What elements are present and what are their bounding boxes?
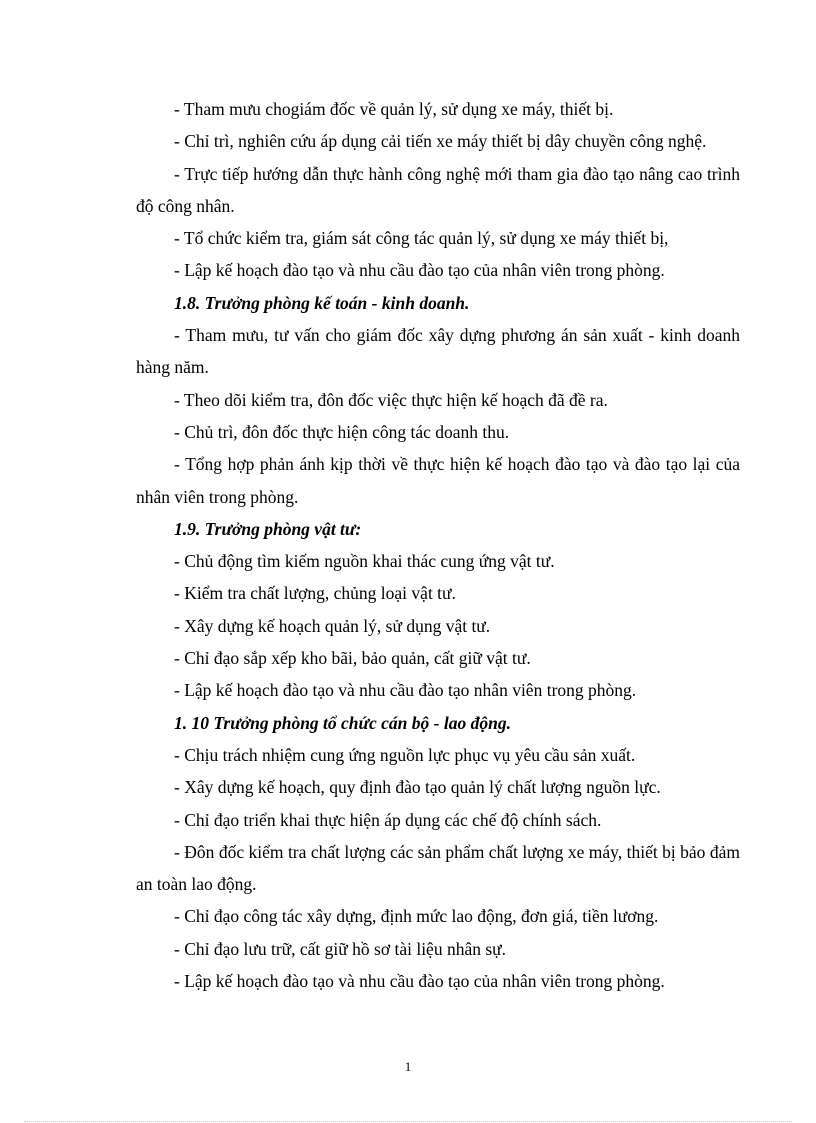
paragraph: - Xây dựng kế hoạch quản lý, sử dụng vật tư. [174,615,491,636]
paragraph: - Tham mưu, tư vấn cho giám đốc xây dựng phương án sản xuất - kinh doanh hàng năm. [136,325,740,378]
paragraph: - Lập kế hoạch đào tạo và nhu cầu đào tạo của nhân viên trong phòng. [174,260,665,281]
paragraph: - Tổ chức kiểm tra, giám sát công tác quản lý, sử dụng xe máy thiết bị, [174,228,669,249]
paragraph: - Chủ trì, đôn đốc thực hiện công tác doanh thu. [174,421,510,442]
paragraph: - Chủ động tìm kiếm nguồn khai thác cung ứng vật tư. [174,551,555,572]
section-heading: 1.9. Trưởng phòng vật tư: [174,518,362,539]
paragraph: - Theo dõi kiểm tra, đôn đốc việc thực hiện kế hoạch đã đề ra. [174,389,608,410]
paragraph: - Chỉ đạo sắp xếp kho bãi, bảo quản, cất giữ vật tư. [174,648,531,669]
paragraph: - Chỉ đạo công tác xây dựng, định mức lao động, đơn giá, tiền lương. [174,906,659,927]
paragraph: - Lập kế hoạch đào tạo và nhu cầu đào tạo của nhân viên trong phòng. [174,971,665,992]
section-heading: 1.8. Trưởng phòng kế toán - kinh doanh. [174,292,470,313]
paragraph: - Xây dựng kế hoạch, quy định đào tạo quản lý chất lượng nguồn lực. [174,777,661,798]
page-bottom-divider [24,1121,792,1122]
page-number: 1 [404,1059,412,1074]
paragraph: - Chỉ đạo lưu trữ, cất giữ hồ sơ tài liệu nhân sự. [174,938,507,959]
paragraph: - Chỉ trì, nghiên cứu áp dụng cải tiến xe máy thiết bị dây chuyền công nghệ. [174,131,707,152]
paragraph: - Kiểm tra chất lượng, chủng loại vật tư. [174,583,456,604]
paragraph: - Chịu trách nhiệm cung ứng nguồn lực phục vụ yêu cầu sản xuất. [174,744,636,765]
paragraph: - Chỉ đạo triển khai thực hiện áp dụng các chế độ chính sách. [174,809,602,830]
paragraph: - Đôn đốc kiểm tra chất lượng các sản phẩm chất lượng xe máy, thiết bị bảo đảm an toàn lao động. [136,841,740,895]
paragraph: - Tham mưu chogiám đốc về quản lý, sử dụng xe máy, thiết bị. [174,99,614,119]
paragraph: - Lập kế hoạch đào tạo và nhu cầu đào tạo nhân viên trong phòng. [174,680,637,701]
paragraph: - Trực tiếp hướng dẫn thực hành công nghệ mới tham gia đào tạo nâng cao trình độ công nhân. [136,163,740,216]
section-heading: 1. 10 Trưởng phòng tổ chức cán bộ - lao động. [174,712,511,733]
paragraph: - Tổng hợp phản ánh kịp thời về thực hiện kế hoạch đào tạo và đào tạo lại của nhân viên trong phòng. [136,454,740,507]
document-body [136,93,740,997]
